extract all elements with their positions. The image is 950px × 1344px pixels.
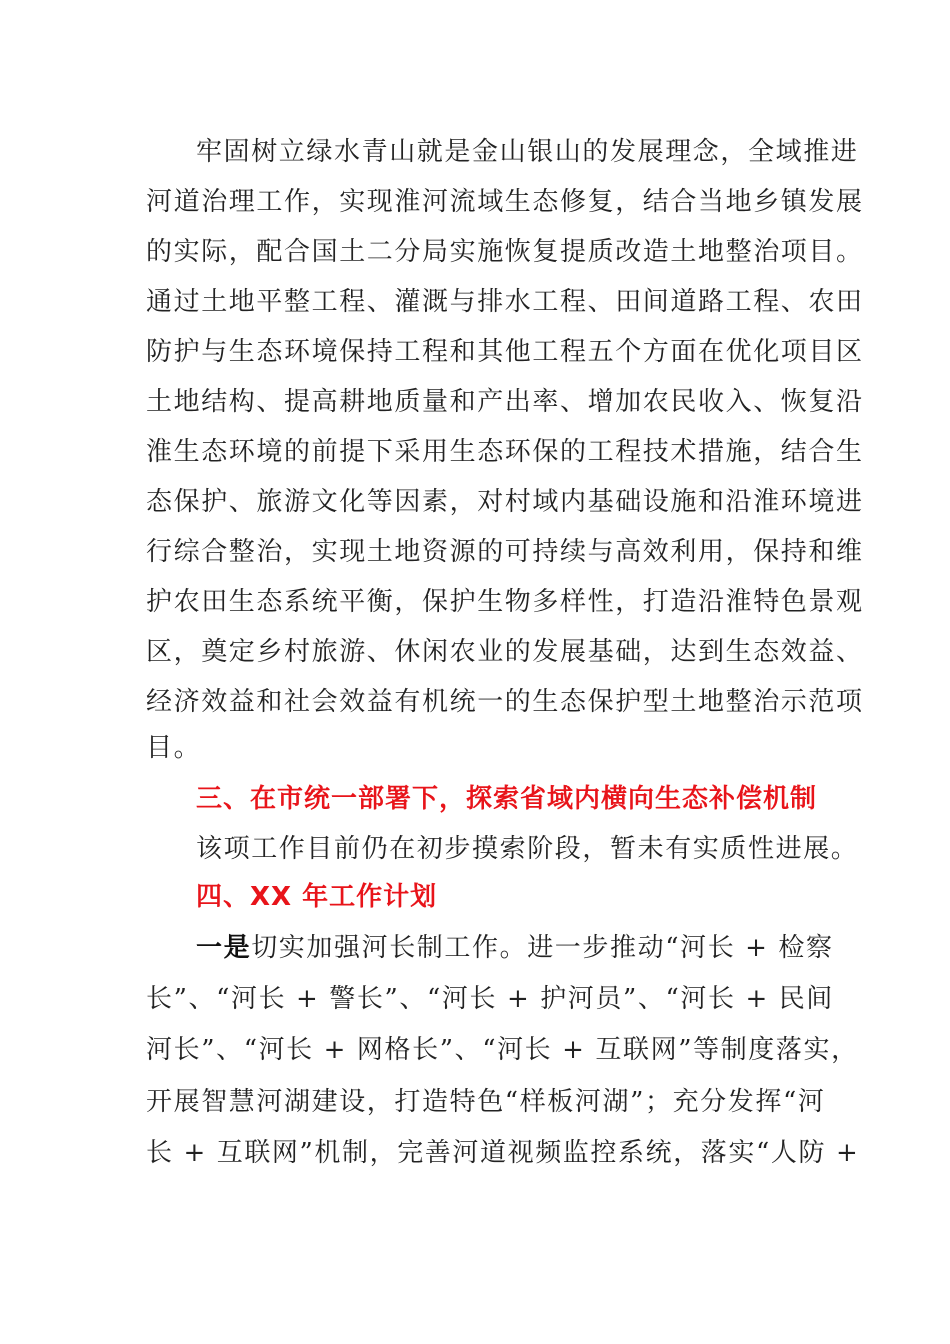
paragraph-line: 经济效益和社会效益有机统一的生态保护型土地整治示范项 [146, 687, 864, 717]
paragraph-line: 防护与生态环境保持工程和其他工程五个方面在优化项目区 [146, 337, 864, 367]
paragraph-line: 河道治理工作，实现淮河流域生态修复，结合当地乡镇发展 [146, 187, 864, 217]
paragraph-line: 长 + 互联网”机制，完善河道视频监控系统，落实“人防 + [146, 1138, 860, 1168]
section-heading-4: 四、XX 年工作计划 [196, 882, 438, 912]
paragraph-line: 土地结构、提高耕地质量和产出率、增加农民收入、恢复沿 [146, 387, 864, 417]
paragraph-line: 开展智慧河湖建设，打造特色“样板河湖”；充分发挥“河 [146, 1087, 826, 1117]
paragraph-line [196, 928, 834, 968]
paragraph-line: 行综合整治，实现土地资源的可持续与高效利用，保持和维 [146, 537, 864, 567]
paragraph-line: 护农田生态系统平衡，保护生物多样性，打造沿淮特色景观 [146, 587, 864, 617]
paragraph-line: 目。 [146, 733, 202, 763]
paragraph-line: 淮生态环境的前提下采用生态环保的工程技术措施，结合生 [146, 437, 864, 467]
paragraph-lead: 一是 [196, 933, 252, 963]
paragraph-line: 河长”、“河长 + 网格长”、“河长 + 互联网”等制度落实， [146, 1035, 859, 1065]
paragraph-line: 的实际，配合国土二分局实施恢复提质改造土地整治项目。 [146, 237, 864, 267]
paragraph-line: 态保护、旅游文化等因素，对村域内基础设施和沿淮环境进 [146, 487, 864, 517]
paragraph-line: 区，奠定乡村旅游、休闲农业的发展基础，达到生态效益、 [146, 637, 864, 667]
paragraph-text: 切实加强河长制工作。进一步推动“河长 + 检察 [251, 933, 834, 963]
paragraph-line: 该项工作目前仍在初步摸索阶段，暂未有实质性进展。 [196, 834, 859, 864]
paragraph-line: 牢固树立绿水青山就是金山银山的发展理念，全域推进 [196, 137, 859, 167]
paragraph-line: 通过土地平整工程、灌溉与排水工程、田间道路工程、农田 [146, 287, 864, 317]
section-heading-3: 三、在市统一部署下，探索省域内横向生态补偿机制 [196, 784, 818, 814]
paragraph-line: 长”、“河长 + 警长”、“河长 + 护河员”、“河长 + 民间 [146, 984, 834, 1014]
